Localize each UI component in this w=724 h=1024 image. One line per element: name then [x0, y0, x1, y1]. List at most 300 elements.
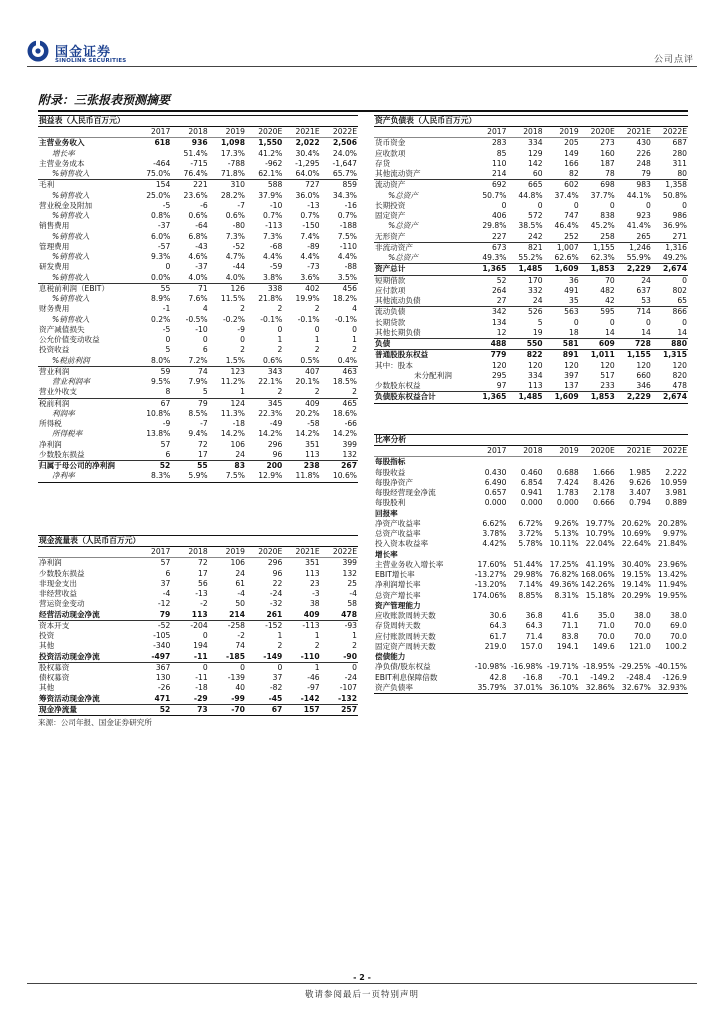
cell-value: 72	[197, 439, 208, 449]
cell-value: -788	[227, 158, 245, 168]
cell-value: -962	[265, 158, 283, 168]
year-header: 2019	[544, 446, 580, 457]
cell-value: 13.42%	[658, 570, 687, 579]
cell-value: 271	[672, 231, 687, 241]
year-header: 2018	[171, 127, 208, 138]
table-row	[38, 262, 358, 272]
cell-value: -258	[209, 620, 246, 631]
cell-value: -1,647	[332, 158, 357, 168]
cell-value: 747	[564, 211, 579, 220]
cell-value: -149	[263, 651, 283, 661]
cell-value: 120	[672, 360, 687, 370]
cell-value: 67	[246, 704, 283, 715]
cell-value: 0	[202, 335, 208, 344]
cell-value: -82	[269, 683, 283, 693]
cell-value: 64.3	[525, 621, 543, 631]
row-label: 少数股东权益	[375, 381, 421, 390]
cell-value: -464	[153, 158, 171, 168]
cell-value: 82	[568, 169, 579, 178]
cell-value: 50.7%	[482, 190, 507, 200]
cell-value: 7.3%	[225, 231, 245, 241]
table-row	[38, 704, 358, 715]
cell-value: 14.2%	[295, 429, 320, 439]
table-row	[38, 620, 358, 631]
row-label: %销售收入	[52, 314, 90, 324]
cell-value: 4.0%	[225, 272, 245, 282]
cell-value: 727	[283, 180, 320, 191]
cell-value: 0.4%	[337, 355, 357, 365]
cell-value: 550	[507, 339, 543, 350]
cell-value: 572	[528, 211, 543, 220]
row-label: 营业利润率	[52, 377, 90, 386]
cell-value: 38	[309, 599, 320, 609]
table-row	[38, 599, 358, 609]
cell-value: 820	[672, 370, 687, 380]
cell-value	[544, 652, 580, 662]
table-row	[374, 381, 688, 392]
report-type-label: 公司点评	[653, 55, 694, 65]
cell-value: 38.0	[633, 611, 651, 620]
cell-value	[507, 652, 543, 662]
cell-value	[652, 509, 688, 519]
table-row	[374, 296, 688, 307]
row-label: 主营业务收入	[39, 138, 85, 148]
page-header	[0, 0, 724, 70]
table-row	[38, 242, 358, 252]
row-label: 负债股东权益合计	[374, 392, 471, 403]
cell-value: 310	[209, 180, 246, 191]
cell-value	[544, 509, 580, 519]
cell-value: 2	[277, 345, 283, 355]
cell-value: 6	[202, 345, 208, 355]
row-label: %销售收入	[52, 252, 90, 261]
row-label: 存货周转天数	[375, 621, 421, 631]
cell-value	[616, 509, 652, 519]
cell-value: 7.5%	[225, 471, 245, 481]
cell-value: -2	[237, 631, 245, 640]
cell-value: 17.25%	[549, 559, 579, 569]
cell-value: 22.04%	[585, 539, 615, 549]
cell-value: -93	[321, 620, 358, 631]
source-note: 来源：公司年报、国金证券研究所	[38, 718, 152, 727]
cell-value: 491	[564, 285, 579, 295]
table-row	[38, 673, 358, 683]
cell-value: 14.2%	[258, 429, 283, 439]
cell-value: -13	[307, 200, 320, 210]
cell-value: 0	[609, 317, 615, 327]
cashflow-statement-table	[38, 547, 358, 715]
cell-value: -0.2%	[222, 314, 245, 324]
cell-value: 120	[564, 360, 579, 370]
cell-value: 351	[305, 439, 320, 449]
row-label: 净利率	[52, 471, 75, 481]
year-header: 2019	[209, 547, 246, 558]
cell-value: 40	[235, 683, 245, 693]
cell-value: -18	[195, 683, 208, 693]
cell-value: 53	[641, 296, 651, 305]
row-label: EBIT增长率	[375, 570, 415, 579]
cell-value: 233	[600, 381, 615, 390]
cell-value	[507, 457, 543, 468]
cell-value: 100.2	[665, 641, 687, 651]
cell-value: 334	[528, 138, 543, 148]
table-row	[374, 318, 688, 328]
cell-value: 637	[636, 285, 651, 295]
cell-value: 52	[134, 704, 171, 715]
row-label: 应收款项	[375, 148, 406, 158]
row-label: %销售收入	[52, 272, 90, 282]
cell-value: -80	[232, 221, 245, 231]
table-row	[38, 694, 358, 705]
cell-value: 7.424	[556, 477, 579, 487]
cell-value: -3	[312, 589, 320, 598]
cell-value: 0	[573, 200, 579, 210]
cell-value: 8.3%	[151, 471, 171, 481]
cell-value: 219.0	[484, 641, 507, 651]
row-label: 其他	[39, 641, 55, 651]
table-row	[38, 461, 358, 472]
cell-value: 5.9%	[188, 471, 208, 481]
cell-value: 482	[600, 285, 615, 295]
cell-value: 332	[528, 285, 543, 295]
cell-value: 526	[507, 307, 543, 318]
table-row	[38, 252, 358, 262]
cell-value: 0	[537, 200, 543, 210]
cell-value: 3.72%	[518, 529, 543, 538]
sinolink-logo-icon	[27, 40, 49, 62]
cell-value: 70	[580, 275, 616, 286]
cell-value: 0	[277, 324, 283, 334]
cell-value: 2	[352, 345, 357, 355]
cell-value: 96	[272, 568, 283, 578]
cell-value: -2	[200, 599, 208, 609]
table-row	[38, 409, 358, 419]
cell-value: 10.11%	[549, 539, 579, 549]
cell-value: 120	[491, 360, 507, 370]
cell-value: 23.6%	[183, 190, 208, 200]
cell-value: 0	[652, 275, 688, 286]
cell-value: -6	[200, 200, 208, 210]
footer-divider	[27, 983, 697, 984]
cell-value: 76.4%	[183, 169, 208, 178]
cell-value: 280	[672, 148, 687, 158]
cell-value: 24	[532, 296, 543, 305]
cell-value: 50	[235, 599, 245, 609]
cell-value: -88	[344, 262, 357, 272]
table-row	[374, 662, 688, 672]
cell-value: -13	[195, 589, 208, 598]
row-label: 净利润	[39, 558, 62, 568]
row-label: 税前利润	[38, 398, 134, 409]
cell-value: 2	[314, 641, 320, 651]
year-header: 2018	[507, 446, 543, 457]
row-label: 主营业务收入增长率	[375, 559, 444, 569]
cell-value: 61	[235, 578, 245, 588]
cell-value: 1,246	[616, 242, 652, 253]
cell-value: 17	[197, 568, 208, 578]
cell-value: 3.981	[665, 488, 687, 497]
row-label: 非经营收益	[39, 589, 77, 598]
cell-value: -32	[269, 599, 283, 609]
cell-value: -10.98%	[474, 662, 507, 672]
cell-value: 22.64%	[621, 539, 651, 549]
cell-value: 14	[641, 327, 651, 337]
cell-value: 936	[191, 138, 208, 148]
cell-value: -110	[339, 241, 357, 251]
cell-value: -40.15%	[655, 662, 687, 672]
row-label: 息税前利润（EBIT）	[38, 283, 134, 294]
cell-value	[507, 550, 543, 560]
cell-value: -59	[269, 262, 283, 272]
cell-value: 471	[154, 693, 171, 703]
cell-value: -57	[157, 241, 171, 251]
cell-value: 409	[303, 609, 320, 619]
cell-value: 0.7%	[300, 211, 320, 220]
cell-value: 60	[532, 169, 543, 178]
cell-value: 430	[636, 138, 651, 148]
cell-value: 79	[171, 398, 208, 409]
row-label: 资产管理能力	[375, 600, 421, 610]
cell-value: 24.0%	[332, 148, 357, 158]
cell-value: 7.9%	[188, 377, 208, 386]
row-label: 负债	[374, 339, 471, 350]
cell-value: 67	[134, 398, 171, 409]
cell-value: 609	[580, 339, 616, 350]
cell-value: 41.2%	[258, 148, 283, 158]
cell-value: 11.3%	[220, 408, 245, 418]
cell-value	[471, 601, 507, 611]
cell-value: 0	[171, 662, 208, 673]
cell-value: -126.9	[662, 672, 687, 682]
row-label: 营业外收支	[39, 387, 77, 397]
cell-value: 618	[154, 138, 171, 148]
year-header: 2021E	[283, 547, 320, 558]
table-row	[374, 632, 688, 642]
table-row	[374, 371, 688, 381]
cell-value: -7	[200, 419, 208, 428]
cell-value: 8.31%	[554, 590, 579, 600]
cell-value: 113	[305, 449, 320, 459]
table-row	[374, 488, 688, 498]
cell-value: 18.5%	[332, 377, 357, 386]
cell-value: 221	[171, 180, 208, 191]
cell-value: 1,316	[652, 242, 688, 253]
cell-value: 267	[321, 461, 358, 472]
cell-value	[544, 457, 580, 468]
cell-value: 0.6%	[263, 355, 283, 365]
cell-value: 258	[600, 231, 615, 241]
table-row	[374, 509, 688, 519]
cell-value: 58	[347, 599, 357, 609]
row-label: 投资收益	[39, 345, 70, 355]
cell-value: 28.2%	[220, 190, 245, 200]
cell-value: 1.5%	[225, 355, 245, 365]
balance-sheet-bottom-rule	[374, 403, 688, 404]
row-label: 资产总计	[374, 264, 471, 275]
cell-value: 4.0%	[188, 272, 208, 282]
cell-value: -497	[151, 651, 171, 661]
table-row	[38, 641, 358, 651]
row-label: 投入资本收益率	[375, 539, 429, 549]
cell-value: -37	[157, 221, 171, 231]
cell-value: -64	[195, 221, 208, 231]
cell-value: 76.82%	[549, 570, 579, 579]
row-label: 净利润增长率	[375, 580, 421, 590]
cell-value: -132	[337, 693, 357, 703]
cell-value: 168.06%	[580, 570, 615, 579]
row-label: 资产负债率	[375, 682, 413, 692]
cell-value: 692	[471, 180, 507, 191]
cell-value: 8.85%	[518, 590, 543, 600]
cell-value: 517	[600, 370, 615, 380]
cell-value: 283	[491, 138, 507, 148]
cell-value: -44	[232, 262, 245, 272]
cell-value: 18.6%	[332, 408, 357, 418]
cell-value: 2	[240, 345, 245, 355]
year-header-row	[38, 547, 358, 558]
cell-value: 588	[246, 180, 283, 191]
table-row	[38, 159, 358, 169]
cell-value: 3.5%	[337, 272, 357, 282]
row-label: 营业利润	[38, 366, 134, 377]
cell-value: 7.6%	[188, 294, 208, 303]
cell-value: -13.20%	[474, 580, 507, 590]
cell-value: -68	[269, 241, 283, 251]
cell-value: -113	[265, 221, 283, 231]
cell-value: 12	[496, 327, 507, 337]
cell-value: 8.5%	[188, 408, 208, 418]
table-row	[374, 149, 688, 159]
row-label: 财务费用	[39, 304, 70, 314]
cell-value: 22	[272, 578, 283, 588]
cell-value: 38.0	[670, 611, 687, 620]
balance-sheet-table	[374, 127, 688, 403]
cell-value: 41.6	[561, 611, 579, 620]
cell-value: 6.72%	[518, 518, 543, 528]
ratio-analysis-table	[374, 446, 688, 693]
row-label: 长期投资	[375, 200, 406, 210]
table-row	[374, 242, 688, 253]
cell-value: 17.3%	[220, 148, 245, 158]
cell-value: 0.5%	[300, 355, 320, 365]
cell-value: 9.26%	[554, 518, 579, 528]
row-label: 无形资产	[375, 231, 406, 241]
year-header: 2021E	[616, 127, 652, 138]
cell-value	[580, 509, 616, 519]
cell-value: -16.8	[522, 672, 543, 682]
table-row	[374, 457, 688, 468]
cell-value: 2	[314, 345, 320, 355]
cell-value: 64.3	[489, 621, 507, 631]
cell-value: 0	[646, 200, 651, 210]
cell-value: -9	[162, 419, 171, 428]
table-row	[38, 387, 358, 398]
cell-value: 714	[616, 307, 652, 318]
table-row	[374, 468, 688, 478]
year-header: 2019	[209, 127, 246, 138]
cell-value: -73	[307, 262, 320, 272]
cell-value: -16.98%	[510, 662, 543, 672]
cell-value: 49.3%	[482, 253, 507, 262]
cell-value: 698	[580, 180, 616, 191]
cell-value: 5	[165, 345, 171, 355]
cell-value: 41.19%	[585, 559, 615, 569]
cell-value: 194	[193, 641, 208, 651]
row-label: %销售收入	[52, 169, 90, 178]
cell-value: 106	[230, 439, 245, 449]
row-label: 总资产收益率	[375, 529, 421, 538]
row-label: 每股股利	[375, 498, 406, 508]
cell-value: 52	[134, 461, 171, 472]
row-label: 其他流动资产	[375, 169, 421, 178]
cell-value: 51.4%	[183, 148, 208, 158]
cell-value: 296	[267, 439, 283, 449]
cell-value: -9	[237, 324, 245, 334]
table-row	[374, 221, 688, 231]
cell-value: 49.36%	[549, 580, 579, 590]
table-row	[38, 273, 358, 284]
cell-value: 73	[171, 704, 208, 715]
cell-value: 2	[277, 641, 283, 651]
cell-value: 23.96%	[658, 559, 687, 569]
cell-value: 65	[677, 296, 687, 305]
cell-value: 1,365	[471, 392, 507, 403]
cell-value: 36.8	[525, 611, 543, 620]
cell-value: 19.9%	[295, 294, 320, 303]
page-title: 附录：三张报表预测摘要	[38, 93, 171, 107]
year-header: 2020E	[246, 547, 283, 558]
year-header: 2018	[507, 127, 543, 138]
cell-value	[471, 652, 507, 662]
cell-value: 69.0	[670, 621, 687, 631]
table-row	[38, 149, 358, 159]
cell-value: 56	[197, 578, 208, 588]
cell-value: 345	[246, 398, 283, 409]
cell-value: 0	[609, 200, 615, 210]
table-row	[38, 589, 358, 599]
cell-value: 25.0%	[146, 190, 171, 200]
cell-value	[134, 149, 171, 159]
row-label: 净负债/股东权益	[375, 662, 431, 672]
cell-value	[507, 601, 543, 611]
cell-value: -18.95%	[583, 662, 615, 672]
row-label: %总资产	[388, 253, 418, 262]
table-row	[38, 345, 358, 355]
year-header: 2017	[471, 446, 507, 457]
table-row	[374, 191, 688, 201]
cell-value: 18	[568, 327, 579, 337]
cell-value: 0	[314, 324, 320, 334]
row-label: 其他流动负债	[375, 296, 421, 305]
year-header-spacer	[38, 127, 134, 138]
cell-value: 142	[528, 158, 543, 168]
cell-value: -45	[268, 693, 283, 703]
balance-sheet-title: 资产负债表（人民币百万元）	[374, 115, 688, 127]
table-row	[374, 180, 688, 191]
cell-value: 3.6%	[300, 272, 320, 282]
cell-value: -0.1%	[334, 314, 357, 324]
row-label: EBIT利息保障倍数	[375, 672, 438, 682]
cell-value: 0	[352, 324, 357, 334]
cell-value: 134	[491, 317, 507, 327]
cell-value: 4.7%	[225, 252, 245, 261]
cell-value: 0.000	[520, 498, 543, 508]
cell-value: 29.98%	[513, 570, 543, 579]
income-statement-table	[38, 127, 358, 482]
cell-value: 5.13%	[554, 529, 579, 538]
row-label: 存货	[375, 158, 391, 168]
table-row	[38, 419, 358, 429]
